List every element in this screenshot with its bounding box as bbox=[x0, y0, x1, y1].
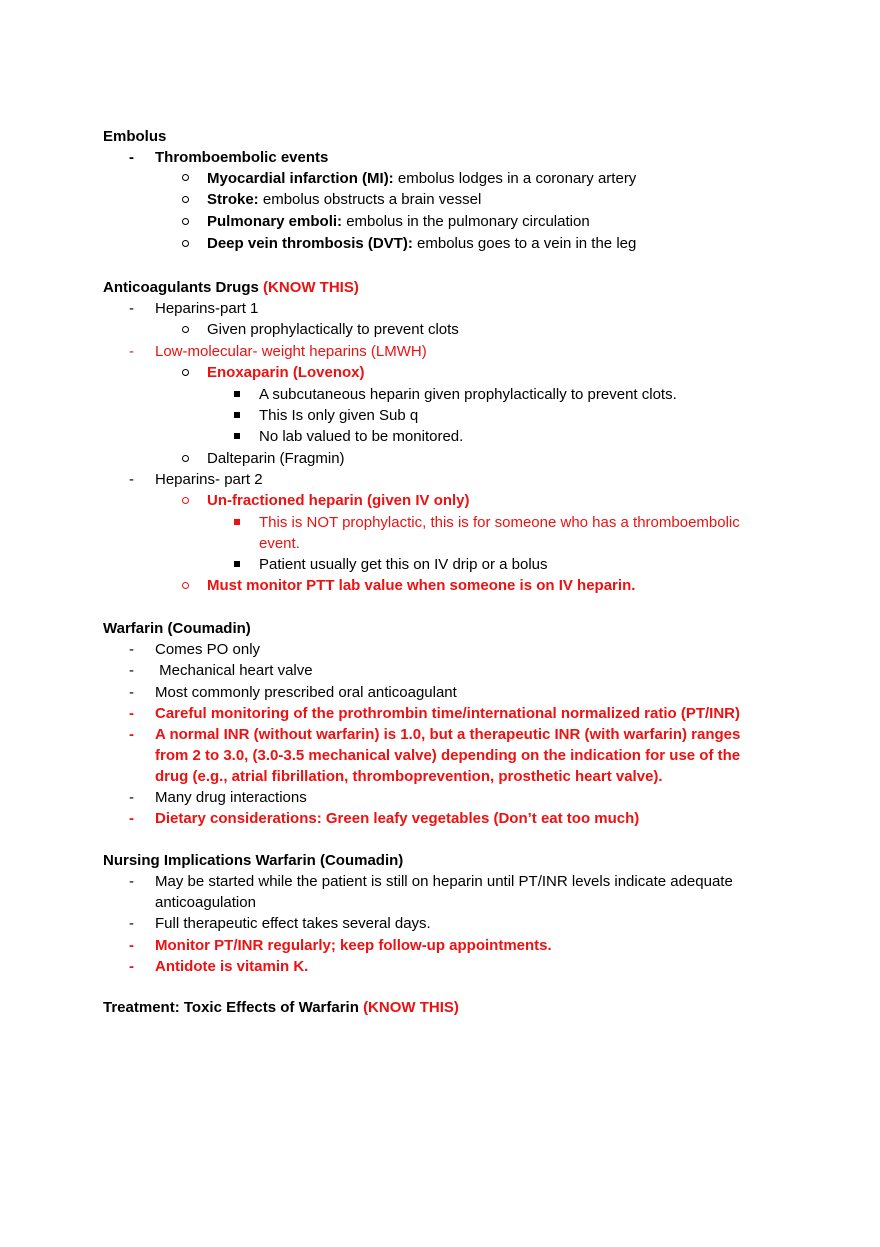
embolus-subheading: Thromboembolic events bbox=[155, 149, 329, 166]
unfrac-item: Patient usually get this on IV drip or a bolus bbox=[259, 556, 548, 573]
embolus-item-mi: Myocardial infarction (MI): embolus lodges in a coronary artery bbox=[207, 170, 637, 187]
dash-bullet: - bbox=[129, 915, 134, 932]
circle-bullet-icon bbox=[182, 455, 189, 462]
warfarin-heading: Warfarin (Coumadin) bbox=[103, 620, 251, 637]
circle-bullet-icon bbox=[182, 174, 189, 181]
warfarin-item-cont: from 2 to 3.0, (3.0-3.5 mechanical valve) depending on the indication for use of the bbox=[155, 747, 741, 764]
anticoag-heading: Anticoagulants Drugs (KNOW THIS) bbox=[103, 279, 359, 296]
warfarin-item: Many drug interactions bbox=[155, 789, 307, 806]
enox-item: This Is only given Sub q bbox=[259, 407, 419, 424]
unfrac-item: This is NOT prophylactic, this is for someone who has a thromboembolic bbox=[259, 514, 740, 531]
embolus-item-dvt: Deep vein thrombosis (DVT): embolus goes to a vein in the leg bbox=[207, 235, 637, 252]
enox-item: No lab valued to be monitored. bbox=[259, 428, 464, 445]
dash-bullet: - bbox=[129, 873, 134, 890]
warfarin-item: Careful monitoring of the prothrombin time/international normalized ratio (PT/INR) bbox=[155, 705, 741, 722]
dash-bullet: - bbox=[129, 937, 134, 954]
dash-bullet: - bbox=[129, 471, 134, 488]
dash-bullet: - bbox=[129, 149, 134, 166]
warfarin-item-cont: drug (e.g., atrial fibrillation, thromboprevention, prosthetic heart valve). bbox=[155, 768, 663, 785]
dash-bullet: - bbox=[129, 343, 134, 360]
dash-bullet: - bbox=[129, 810, 134, 827]
enoxaparin-line: Enoxaparin (Lovenox) bbox=[207, 364, 365, 381]
square-bullet-icon bbox=[234, 391, 240, 397]
nursing-item: Antidote is vitamin K. bbox=[155, 958, 309, 975]
dash-bullet: - bbox=[129, 958, 134, 975]
circle-bullet-icon bbox=[182, 218, 189, 225]
treatment-heading: Treatment: Toxic Effects of Warfarin (KNOW THIS) bbox=[103, 999, 459, 1016]
square-bullet-icon bbox=[234, 412, 240, 418]
dash-bullet: - bbox=[129, 789, 134, 806]
dash-bullet: - bbox=[129, 641, 134, 658]
nursing-item: May be started while the patient is still on heparin until PT/INR levels indicate adequate bbox=[155, 873, 733, 890]
dash-bullet: - bbox=[129, 726, 134, 743]
lmwh-line: Low-molecular- weight heparins (LMWH) bbox=[155, 343, 427, 360]
dash-bullet: - bbox=[129, 705, 134, 722]
circle-bullet-icon bbox=[182, 497, 189, 504]
embolus-heading: Embolus bbox=[103, 128, 167, 145]
nursing-item: Monitor PT/INR regularly; keep follow-up appointments. bbox=[155, 937, 552, 954]
heparins-part1-sub: Given prophylactically to prevent clots bbox=[207, 321, 459, 338]
square-bullet-icon bbox=[234, 433, 240, 439]
warfarin-item: A normal INR (without warfarin) is 1.0, but a therapeutic INR (with warfarin) ranges bbox=[155, 726, 741, 743]
dalteparin-line: Dalteparin (Fragmin) bbox=[207, 450, 345, 467]
nursing-item: Full therapeutic effect takes several days. bbox=[155, 915, 431, 932]
warfarin-item: Comes PO only bbox=[155, 641, 261, 658]
dash-bullet: - bbox=[129, 300, 134, 317]
circle-bullet-icon bbox=[182, 326, 189, 333]
warfarin-item: Dietary considerations: Green leafy vegetables (Don’t eat too much) bbox=[155, 810, 640, 827]
embolus-item-stroke: Stroke: embolus obstructs a brain vessel bbox=[207, 191, 482, 208]
dash-bullet: - bbox=[129, 684, 134, 701]
circle-bullet-icon bbox=[182, 582, 189, 589]
warfarin-item: Most commonly prescribed oral anticoagulant bbox=[155, 684, 457, 701]
circle-bullet-icon bbox=[182, 240, 189, 247]
nursing-heading: Nursing Implications Warfarin (Coumadin) bbox=[103, 852, 404, 869]
square-bullet-icon bbox=[234, 561, 240, 567]
enox-item: A subcutaneous heparin given prophylactically to prevent clots. bbox=[259, 386, 677, 403]
ptt-line: Must monitor PTT lab value when someone is on IV heparin. bbox=[207, 577, 636, 594]
heparins-part2: Heparins- part 2 bbox=[155, 471, 263, 488]
embolus-item-pe: Pulmonary emboli: embolus in the pulmonary circulation bbox=[207, 213, 590, 230]
square-bullet-icon bbox=[234, 519, 240, 525]
unfrac-item-cont: event. bbox=[259, 535, 300, 552]
warfarin-item: Mechanical heart valve bbox=[155, 662, 313, 679]
circle-bullet-icon bbox=[182, 196, 189, 203]
nursing-item-cont: anticoagulation bbox=[155, 894, 256, 911]
dash-bullet: - bbox=[129, 662, 134, 679]
circle-bullet-icon bbox=[182, 369, 189, 376]
unfractioned-line: Un-fractioned heparin (given IV only) bbox=[207, 492, 470, 509]
heparins-part1: Heparins-part 1 bbox=[155, 300, 259, 317]
